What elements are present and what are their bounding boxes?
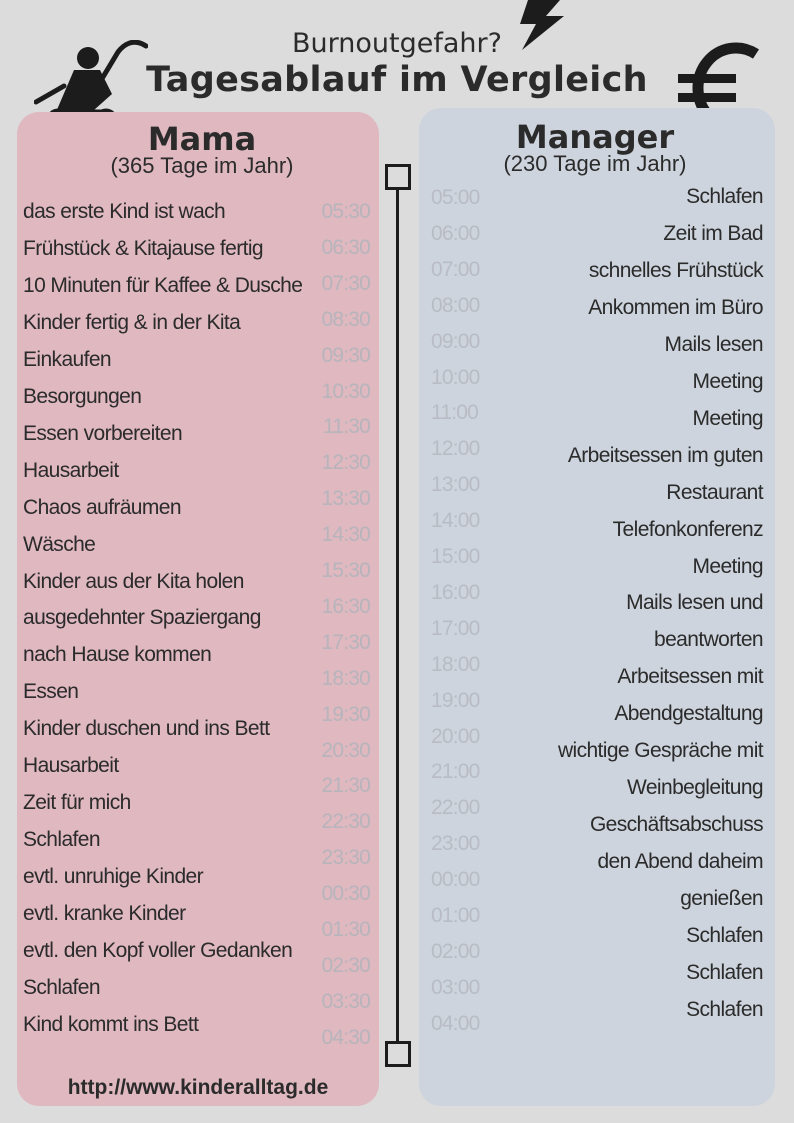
manager-time: 13:00 (431, 473, 480, 497)
manager-time: 21:00 (431, 760, 480, 784)
manager-time: 12:00 (431, 437, 480, 461)
mama-time: 19:30 (321, 702, 370, 726)
manager-activity: Geschäftsabschuss (589, 813, 763, 837)
manager-subtitle: (230 Tage im Jahr) (503, 151, 687, 176)
timeline-start-marker (385, 164, 411, 190)
manager-time: 20:00 (431, 724, 480, 748)
mama-activity: evtl. unruhige Kinder (23, 865, 204, 889)
manager-time: 02:00 (431, 939, 480, 963)
page-title: Tagesablauf im Vergleich (146, 60, 648, 100)
manager-time: 05:00 (431, 186, 480, 209)
page-subtitle: Burnoutgefahr? (292, 28, 502, 59)
mama-activity: evtl. den Kopf voller Gedanken (23, 939, 293, 962)
mama-activity: Besorgungen (23, 384, 142, 408)
manager-activity: Abendgestaltung (614, 702, 763, 726)
lightning-icon (516, 0, 566, 52)
manager-activity: Schlafen (686, 960, 763, 984)
manager-time: 18:00 (431, 652, 480, 676)
manager-activity: Meeting (692, 554, 763, 578)
mama-activity: evtl. kranke Kinder (23, 902, 186, 926)
mama-time: 11:30 (323, 415, 370, 439)
mama-activity: Essen vorbereiten (23, 421, 183, 445)
mama-activity: Hausarbeit (23, 458, 119, 482)
timeline-line (396, 176, 399, 1044)
mama-time: 03:30 (321, 989, 370, 1013)
manager-activity: wichtige Gespräche mit (557, 739, 763, 763)
footer-url[interactable]: http://www.kinderalltag.de (67, 1076, 329, 1099)
manager-activity: schnelles Frühstück (588, 258, 763, 282)
mama-title: Mama (147, 120, 257, 158)
mama-time: 20:30 (321, 738, 370, 762)
manager-activity: Ankommen im Büro (588, 295, 763, 319)
timeline-end-marker (385, 1041, 411, 1067)
manager-time: 11:00 (431, 401, 478, 425)
mama-activity: Kinder fertig & in der Kita (23, 310, 241, 334)
mama-activity: Essen (23, 680, 79, 704)
manager-activity: Mails lesen (664, 332, 763, 356)
manager-activity: genießen (680, 887, 763, 911)
manager-time: 23:00 (431, 832, 480, 856)
manager-activity: Schlafen (686, 997, 763, 1021)
mama-activity: 10 Minuten für Kaffee & Dusche (23, 273, 303, 297)
mama-time: 12:30 (321, 451, 370, 475)
mama-activity: Schlafen (23, 828, 100, 852)
mama-time: 16:30 (321, 594, 370, 618)
mama-time: 08:30 (321, 307, 370, 331)
manager-activity: Telefonkonferenz (612, 517, 763, 541)
manager-activity: beantworten (654, 628, 763, 652)
manager-activity: Weinbegleitung (627, 776, 763, 800)
manager-activity: Restaurant (666, 480, 763, 504)
manager-activity: Schlafen (686, 185, 763, 208)
mama-activity: Kinder duschen und ins Bett (23, 717, 270, 741)
mama-time: 09:30 (321, 343, 370, 367)
manager-activity: Meeting (692, 369, 763, 393)
manager-activity: Arbeitsessen im guten (567, 443, 763, 467)
mama-time: 15:30 (321, 559, 370, 582)
mama-time: 21:30 (321, 774, 370, 798)
mama-time: 17:30 (321, 630, 370, 654)
mama-time: 04:30 (321, 1025, 370, 1049)
manager-time: 19:00 (431, 688, 480, 712)
manager-time: 01:00 (431, 904, 480, 927)
manager-time: 10:00 (431, 365, 480, 389)
manager-title: Manager (515, 118, 675, 156)
manager-time: 09:00 (431, 329, 480, 353)
mama-activity: Kinder aus der Kita holen (23, 569, 244, 593)
mama-time: 05:30 (321, 200, 370, 223)
mama-activity: nach Hause kommen (23, 643, 212, 667)
manager-time: 14:00 (431, 509, 480, 533)
mama-activity: Wäsche (23, 532, 96, 556)
mama-time: 14:30 (321, 523, 370, 547)
mama-activity: Schlafen (23, 975, 100, 999)
mama-time: 10:30 (321, 379, 370, 403)
mama-subtitle: (365 Tage im Jahr) (110, 153, 294, 178)
manager-activity: Meeting (692, 406, 763, 430)
manager-time: 22:00 (431, 796, 480, 820)
mama-activity: das erste Kind ist wach (23, 200, 226, 223)
mama-time: 07:30 (321, 271, 370, 295)
manager-activity: Arbeitsessen mit (617, 665, 763, 689)
mama-activity: Chaos aufräumen (23, 495, 181, 519)
manager-time: 00:00 (431, 868, 480, 892)
manager-time: 04:00 (431, 1011, 480, 1035)
mama-time: 06:30 (321, 235, 370, 259)
manager-time: 17:00 (431, 616, 480, 640)
manager-time: 03:00 (431, 975, 480, 999)
mama-activity: ausgedehnter Spaziergang (23, 606, 261, 630)
manager-time: 07:00 (431, 257, 480, 281)
manager-activity: Zeit im Bad (663, 221, 763, 245)
manager-time: 16:00 (431, 580, 480, 604)
mama-time: 00:30 (321, 882, 370, 906)
mama-activity: Einkaufen (23, 347, 112, 371)
mama-time: 23:30 (321, 846, 370, 870)
mama-time: 01:30 (321, 918, 370, 941)
mama-activity: Frühstück & Kitajause fertig (23, 236, 263, 260)
manager-activity: Schlafen (686, 924, 763, 947)
mama-time: 22:30 (321, 810, 370, 834)
mama-activity: Hausarbeit (23, 754, 119, 778)
manager-time: 15:00 (431, 545, 480, 568)
manager-activity: Mails lesen und (626, 591, 763, 615)
mama-activity: Zeit für mich (23, 791, 131, 815)
mama-time: 13:30 (321, 487, 370, 511)
manager-time: 06:00 (431, 221, 480, 245)
manager-time: 08:00 (431, 293, 480, 317)
mama-time: 02:30 (321, 953, 370, 977)
mama-activity: Kind kommt ins Bett (23, 1012, 199, 1036)
mama-time: 18:30 (321, 666, 370, 690)
manager-activity: den Abend daheim (597, 850, 763, 874)
